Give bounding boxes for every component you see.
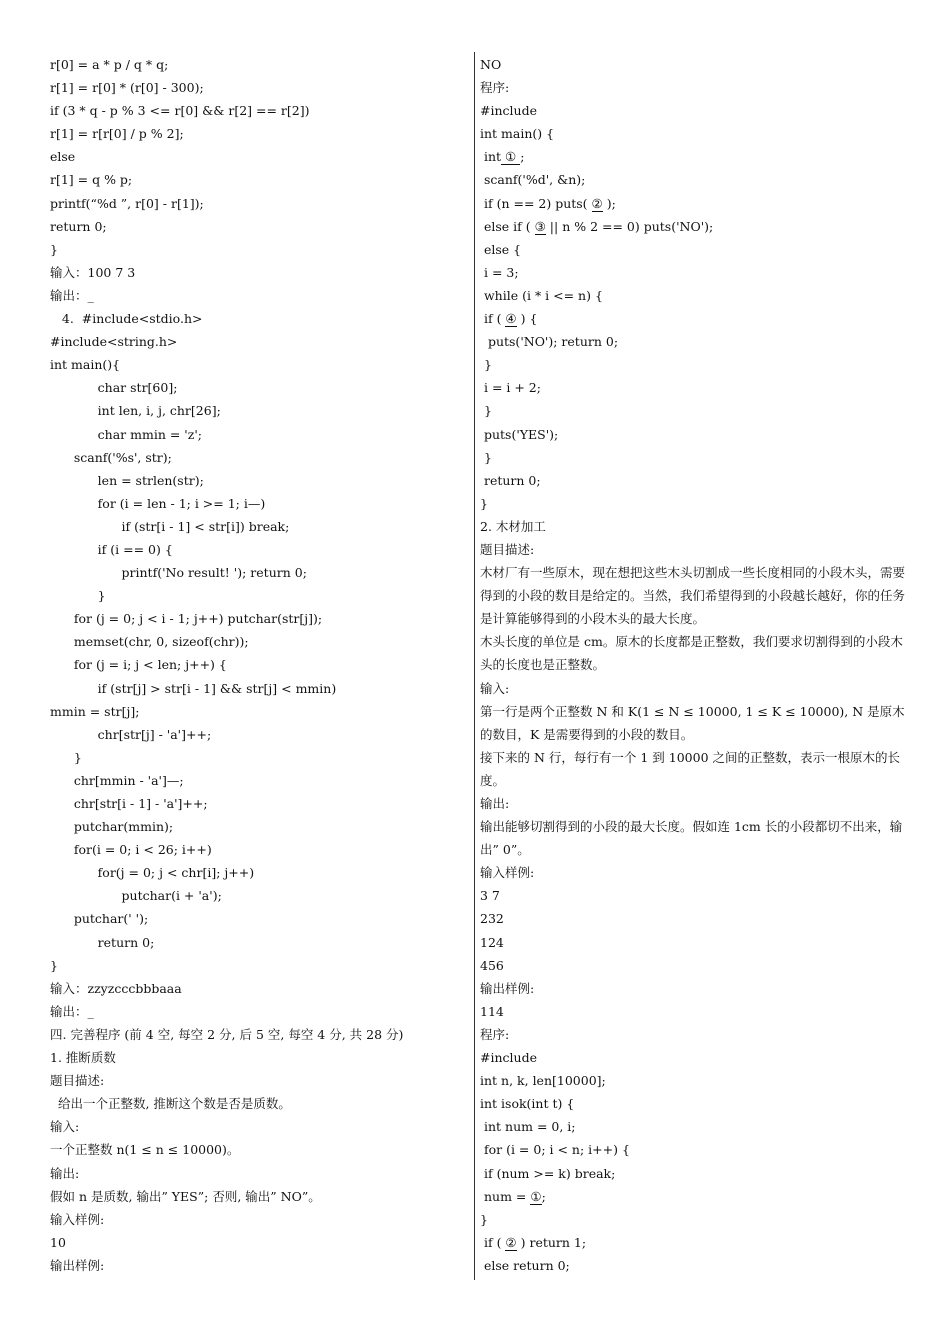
text-line: } [480,1211,488,1227]
text-line: for (j = 0; j < i - 1; j++) putchar(str[j]); [50,611,323,627]
text-line: r[1] = q % p; [50,172,133,188]
text-line: NO [480,57,502,72]
text-line: } [480,357,492,373]
code-line-blank-2: if (n == 2) puts( ② ); [480,195,616,211]
text-line: printf('No result! '); return 0; [50,565,307,581]
text-line: mmin = str[j]; [50,703,140,719]
text-line: if (str[j] > str[i - 1] && str[j] < mmin) [50,680,337,696]
output-label: 输出: [480,796,510,811]
text-line: } [50,749,82,765]
text-line: else return 0; [480,1257,570,1273]
text-line: for(i = 0; i < 26; i++) [50,842,212,858]
text-line: return 0; [480,472,541,488]
text-line: i = i + 2; [480,380,541,396]
text-line: chr[mmin - 'a']—; [50,772,184,788]
text-line: } [50,241,58,257]
text-line: r[1] = r[0] * (r[0] - 300); [50,80,204,96]
text-line: 3 7 [480,888,500,904]
text-line: #include [480,103,537,119]
fill-blank-5: ① [530,1188,542,1204]
text-line: for (j = i; j < len; j++) { [50,657,227,673]
text-line: } [480,449,492,465]
fill-blank-2: ② [591,195,603,211]
text-line: 输入: [50,1119,80,1135]
text-line: int num = 0, i; [480,1119,576,1135]
text-line: for (i = 0; i < n; i++) { [480,1142,630,1158]
text-line: 程序: [480,1026,510,1042]
text-line: 输出样例: [480,980,535,996]
text-line: int n, k, len[10000]; [480,1073,606,1089]
text-line: 假如 n 是质数, 输出” YES”; 否则, 输出” NO”。 [50,1188,321,1204]
text-line: 4. #include<stdio.h> [50,311,203,327]
text-line: 456 [480,957,504,973]
fill-blank-6: ② [505,1234,517,1250]
text-line: char mmin = 'z'; [50,426,202,442]
input-paragraph-1: 第一行是两个正整数 N 和 K(1 ≤ N ≤ 10000, 1 ≤ K ≤ 10000), N 是原木的数目，K 是需要得到的小段的数目。 [480,703,905,742]
text-line: if (num >= k) break; [480,1165,616,1181]
text-line: 题目描述: [50,1073,105,1089]
text-line: 114 [480,1003,504,1019]
description-paragraph-1: 木材厂有一些原木，现在想把这些木头切割成一些长度相同的小段木头，需要得到的小段的数目是给定的。当然，我们希望得到的小段越长越好，你的任务是计算能够得到的小段木头的最大长度。 [480,565,906,627]
text-line: r[0] = a * p / q * q; [50,57,169,72]
text-line: 2. 木材加工 [480,518,546,534]
text-line: 四. 完善程序 (前 4 空, 每空 2 分, 后 5 空, 每空 4 分, 共 28 分) [50,1026,404,1042]
left-column [50,53,460,1277]
text-line: scanf('%d', &n); [480,172,586,188]
code-line-blank-5: num = ①; [480,1188,546,1204]
text-line: for(j = 0; j < chr[i]; j++) [50,865,255,881]
text-line: i = 3; [480,264,519,280]
text-line: 题目描述: [480,541,535,557]
output-paragraph: 输出能够切割得到的小段的最大长度。假如连 1cm 长的小段都切不出来，输出” 0”。 [480,819,903,858]
text-line: 输入：zzyzcccbbbaaa [50,980,182,996]
text-line: len = strlen(str); [50,472,204,488]
text-line: if (i == 0) { [50,541,173,557]
text-line: if (3 * q - p % 3 <= r[0] && r[2] == r[2]) [50,103,310,119]
text-line: 输出样例: [50,1257,105,1273]
text-line: for (i = len - 1; i >= 1; i—) [50,495,266,511]
description-paragraph-2: 木头长度的单位是 cm。原木的长度都是正整数，我们要求切割得到的小段木头的长度也是正整数。 [480,634,903,673]
text-line: while (i * i <= n) { [480,287,603,303]
text-line: else { [480,241,522,257]
text-line: int isok(int t) { [480,1096,575,1112]
text-line: putchar(' '); [50,911,149,927]
right-column [480,53,905,1277]
fill-blank-4: ④ [505,311,517,327]
text-line: int len, i, j, chr[26]; [50,403,221,419]
text-line: 输出: [50,1165,80,1181]
text-line: return 0; [50,934,155,950]
text-line: printf(“%d ”, r[0] - r[1]); [50,195,204,211]
code-line-blank-3: else if ( ③ || n % 2 == 0) puts('NO'); [480,218,714,234]
code-line-blank-4: if ( ④ ) { [480,311,538,327]
text-line: 1. 推断质数 [50,1050,116,1066]
text-line: memset(chr, 0, sizeof(chr)); [50,634,249,650]
code-line-blank-1: int ① ; [480,149,525,165]
text-line: puts('YES'); [480,426,559,442]
text-line: 程序: [480,80,510,96]
text-line: chr[str[i - 1] - 'a']++; [50,796,208,811]
text-line: 124 [480,934,504,950]
text-line: r[1] = r[r[0] / p % 2]; [50,126,184,142]
fill-blank-1: ① [501,149,521,165]
text-line: int main() { [480,126,555,142]
text-line: #include [480,1050,537,1066]
text-line: } [50,588,106,604]
text-line: 输出：_ [50,1003,94,1019]
text-line: } [480,495,488,511]
text-line: 232 [480,911,504,927]
text-line: scanf('%s', str); [50,449,172,465]
code-line-blank-6: if ( ② ) return 1; [480,1234,587,1250]
fill-blank-3: ③ [534,218,546,234]
text-line: putchar(mmin); [50,819,174,835]
text-line: 给出一个正整数, 推断这个数是否是质数。 [50,1096,291,1112]
text-line: } [480,403,492,419]
text-line: chr[str[j] - 'a']++; [50,726,212,742]
text-line: int main(){ [50,357,121,373]
column-divider [474,52,475,1280]
text-line: return 0; [50,218,107,234]
text-line: 输出：_ [50,287,94,303]
text-line: 输入：100 7 3 [50,264,136,280]
input-label: 输入: [480,680,510,696]
text-line: else [50,149,76,165]
text-line: if (str[i - 1] < str[i]) break; [50,518,290,534]
text-line: 输入样例: [50,1211,105,1227]
text-line: } [50,957,58,973]
text-line: #include<string.h> [50,334,178,350]
input-paragraph-2: 接下来的 N 行，每行有一个 1 到 10000 之间的正整数，表示一根原木的长度。 [480,749,900,788]
text-line: 输入样例: [480,865,535,881]
text-line: putchar(i + 'a'); [50,888,222,904]
text-line: puts('NO'); return 0; [480,334,619,350]
text-line: 10 [50,1234,66,1250]
text-line: char str[60]; [50,380,178,396]
text-line: 一个正整数 n(1 ≤ n ≤ 10000)。 [50,1142,240,1158]
